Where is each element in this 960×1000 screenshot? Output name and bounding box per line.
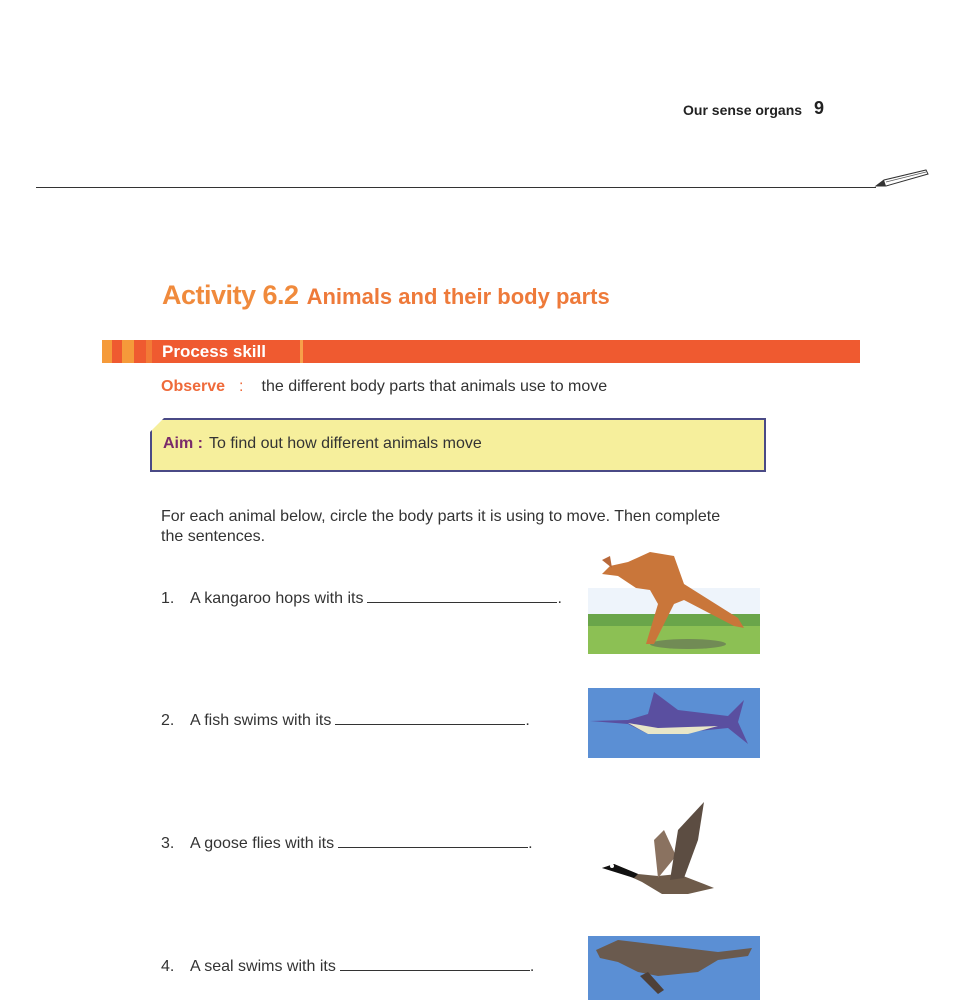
question-4 [161,958,534,976]
aim-label: Aim : [163,435,203,452]
pencil-icon [872,168,930,190]
goose-image [598,800,718,896]
aim-text [163,435,482,453]
question-text: A kangaroo hops with its [190,590,364,607]
question-end: . [528,835,533,852]
answer-blank[interactable] [338,847,528,848]
question-1 [161,590,562,608]
question-end: . [525,712,530,729]
activity-number: Activity 6.2 [162,280,299,310]
header-rule [36,187,876,188]
process-skill-label: Process skill [162,342,266,361]
skill-separator: : [239,378,244,395]
page-number: 9 [814,98,825,118]
question-text: A fish swims with its [190,712,332,729]
process-skill-banner [102,340,860,363]
kangaroo-image [588,548,760,654]
question-number: 1. [161,590,175,607]
seal-image [588,936,760,1000]
question-number: 2. [161,712,175,729]
question-number: 4. [161,958,175,975]
activity-heading [162,280,610,311]
question-end: . [557,590,562,607]
answer-blank[interactable] [340,970,530,971]
aim-description: To find out how different animals move [209,435,482,452]
skill-name: Observe [161,378,226,395]
answer-blank[interactable] [367,602,557,603]
question-number: 3. [161,835,175,852]
question-text: A seal swims with its [190,958,336,975]
question-end: . [529,958,535,975]
skill-description: the different body parts that animals use to move [261,378,608,395]
answer-blank[interactable] [335,724,525,725]
instructions: For each animal below, circle the body parts it is using to move. Then complete the sentences. [161,508,721,545]
question-3 [161,835,533,853]
observe-line [161,378,607,396]
question-text: A goose flies with its [190,835,335,852]
activity-title: Animals and their body parts [306,284,610,309]
question-2 [161,712,530,730]
marlin-image [588,688,760,758]
chapter-title: Our sense organs [683,102,803,118]
